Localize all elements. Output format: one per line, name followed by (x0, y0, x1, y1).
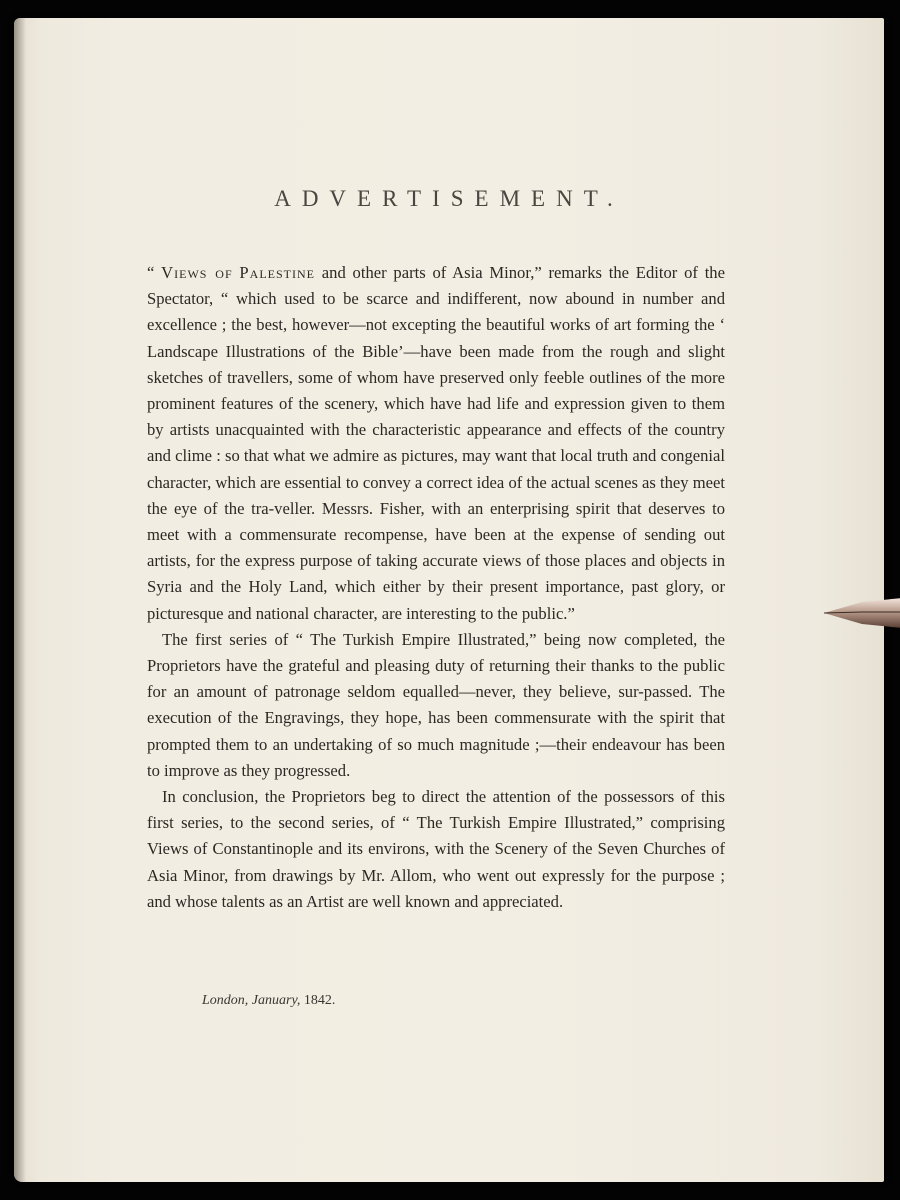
paragraph-turkish-empire: The first series of “ The Turkish Empire Illustrated,” being now completed, the Proprietors have the grateful and pleasing duty of returning their thanks to the public for an amount of patronage seldom equalled—never, they believe, sur-passed. The execution of the Engravings, they hope, has been commensurate with the spirit that prompted them to an undertaking of so much magnitude ;—their endeavour has been to improve as they progressed. (147, 629, 725, 780)
quote-text: and other parts of Asia Minor,” remarks the Editor of the Spectator, “ which used to be scarce and indifferent, now abound in number and excellence ; the best, however—not excepting the beautiful works of art forming the ‘ Landscape Illustrations of the Bible’—have been made from the rough and slight sketches of travellers, some of whom have preserved only feeble outlines of the more prominent features of the scenery, which have had life and expression given to them by artists unacquainted with the characteristic appearance and effects of the country and clime : so that what we admire as pictures, may want that local truth and congenial character, which are essential to convey a correct idea of the actual scenes as they meet the eye of the tra-veller. Messrs. Fisher, with an enterprising spirit that deserves to meet with a commensurate recompense, have been at the expense of sending out artists, for the express purpose of taking accurate views of those places and objects in Syria and the Holy Land, which either by their present importance, past glory, or picturesque and national character, are interesting to the public.” (147, 263, 725, 623)
paragraph-conclusion: In conclusion, the Proprietors beg to direct the attention of the possessors of this first series, to the second series, of “ The Turkish Empire Illustrated,” comprising Views of Constantinople and its environs, with the Scenery of the Seven Churches of Asia Minor, from drawings by Mr. Allom, who went out expressly for the purpose ; and whose talents as an Artist are well known and appreciated. (147, 787, 725, 911)
dateline (202, 993, 335, 1009)
quote-paragraph (147, 260, 725, 627)
book-page (14, 18, 884, 1182)
quote-lead-small-caps-1: Views of (161, 263, 233, 282)
quote-open-mark: “ (147, 263, 155, 282)
dateline-year: 1842. (303, 993, 336, 1008)
binding-shadow (14, 18, 26, 1182)
dateline-place-month: London, January, (202, 993, 301, 1008)
page-heading: ADVERTISEMENT. (274, 186, 624, 211)
quote-lead-small-caps-2: Palestine (239, 263, 315, 282)
advertisement-body (147, 260, 725, 915)
pen-nib-icon (822, 598, 900, 628)
